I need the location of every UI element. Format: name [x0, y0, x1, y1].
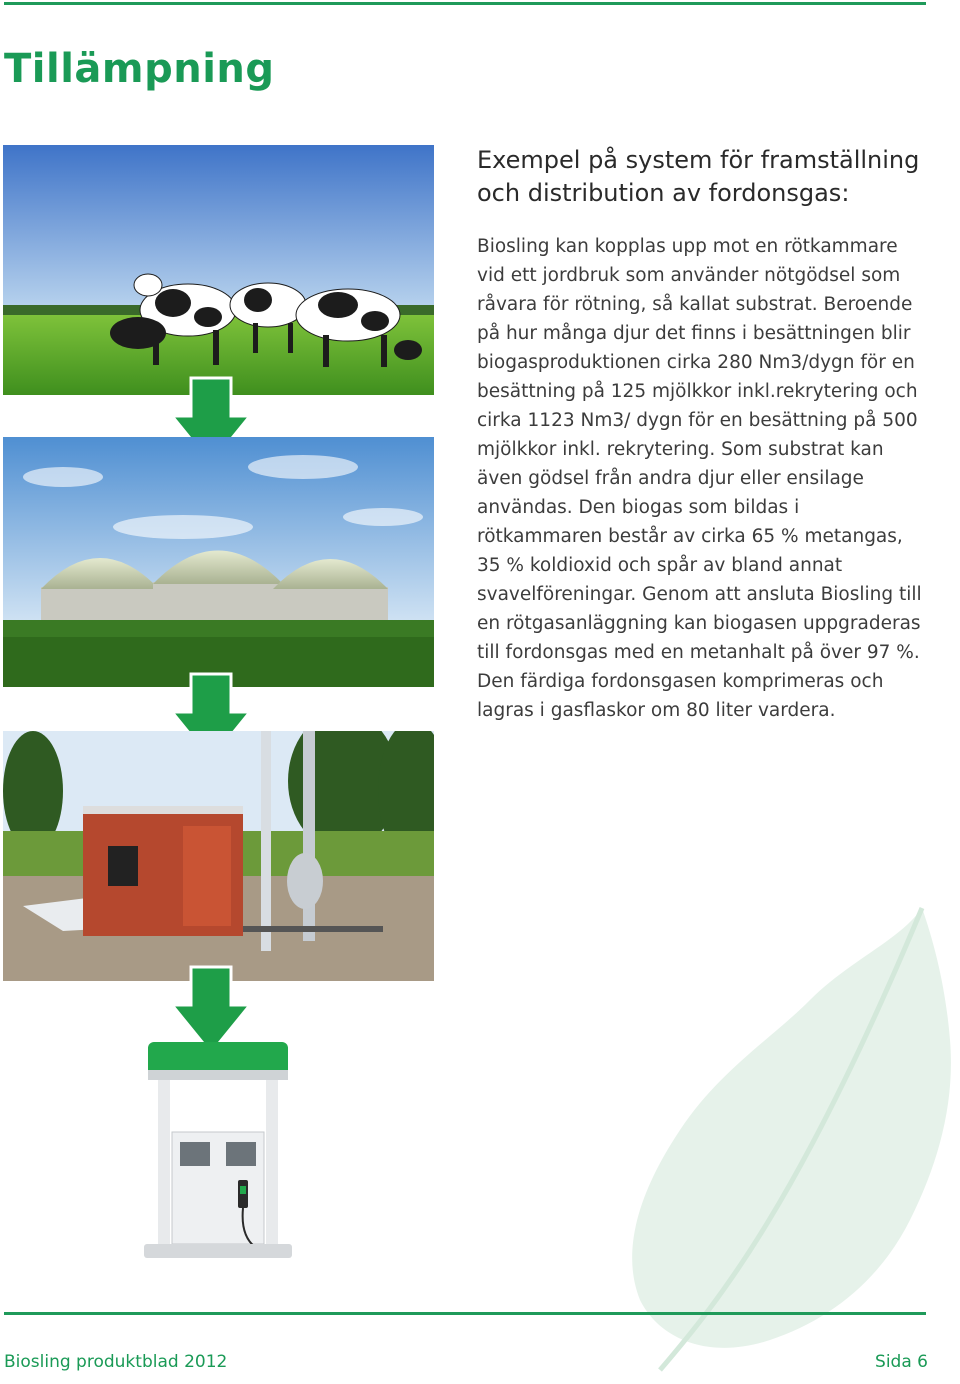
bottom-rule	[4, 1312, 926, 1315]
fuel-pump-illustration	[140, 1040, 300, 1270]
upgrading-container-photo	[3, 731, 434, 981]
paragraph-2: Den färdiga fordonsgasen komprimeras och lagras i gasflaskor om 80 liter vardera.	[477, 671, 884, 721]
body-text	[477, 232, 927, 725]
top-rule	[4, 2, 926, 5]
section-heading-line-1: Exempel på system för framställning	[477, 146, 920, 174]
cows-photo	[3, 145, 434, 395]
section-heading	[477, 144, 947, 210]
birch-leaf-icon	[600, 900, 960, 1380]
biogas-domes-photo	[3, 437, 434, 687]
footer-page-number: Sida 6	[875, 1352, 928, 1372]
footer-publication: Biosling produktblad 2012	[4, 1352, 228, 1372]
section-heading-line-2: och distribution av fordonsgas:	[477, 179, 850, 207]
page-title: Tillämpning	[4, 46, 275, 92]
paragraph-1: Biosling kan kopplas upp mot en rötkammare vid ett jordbruk som använder nötgödsel som råvara för rötning, så kallat substrat. Beroende på hur många djur det finns i besättningen blir biogasproduktionen cirka 280 Nm3/dygn för en besättning på 125 mjölkkor inkl.rekrytering och cirka 1123 Nm3/ dygn för en besättning på 500 mjölkkor inkl. rekrytering. Som substrat kan även gödsel från andra djur eller ensilage användas. Den biogas som bildas i rötkammaren består av cirka 65 % metangas, 35 % koldioxid och spår av bland annat svavelföreningar. Genom att ansluta Biosling till en rötgasanläggning kan biogasen uppgraderas till fordonsgas med en metanhalt på över 97 %.	[477, 236, 922, 663]
